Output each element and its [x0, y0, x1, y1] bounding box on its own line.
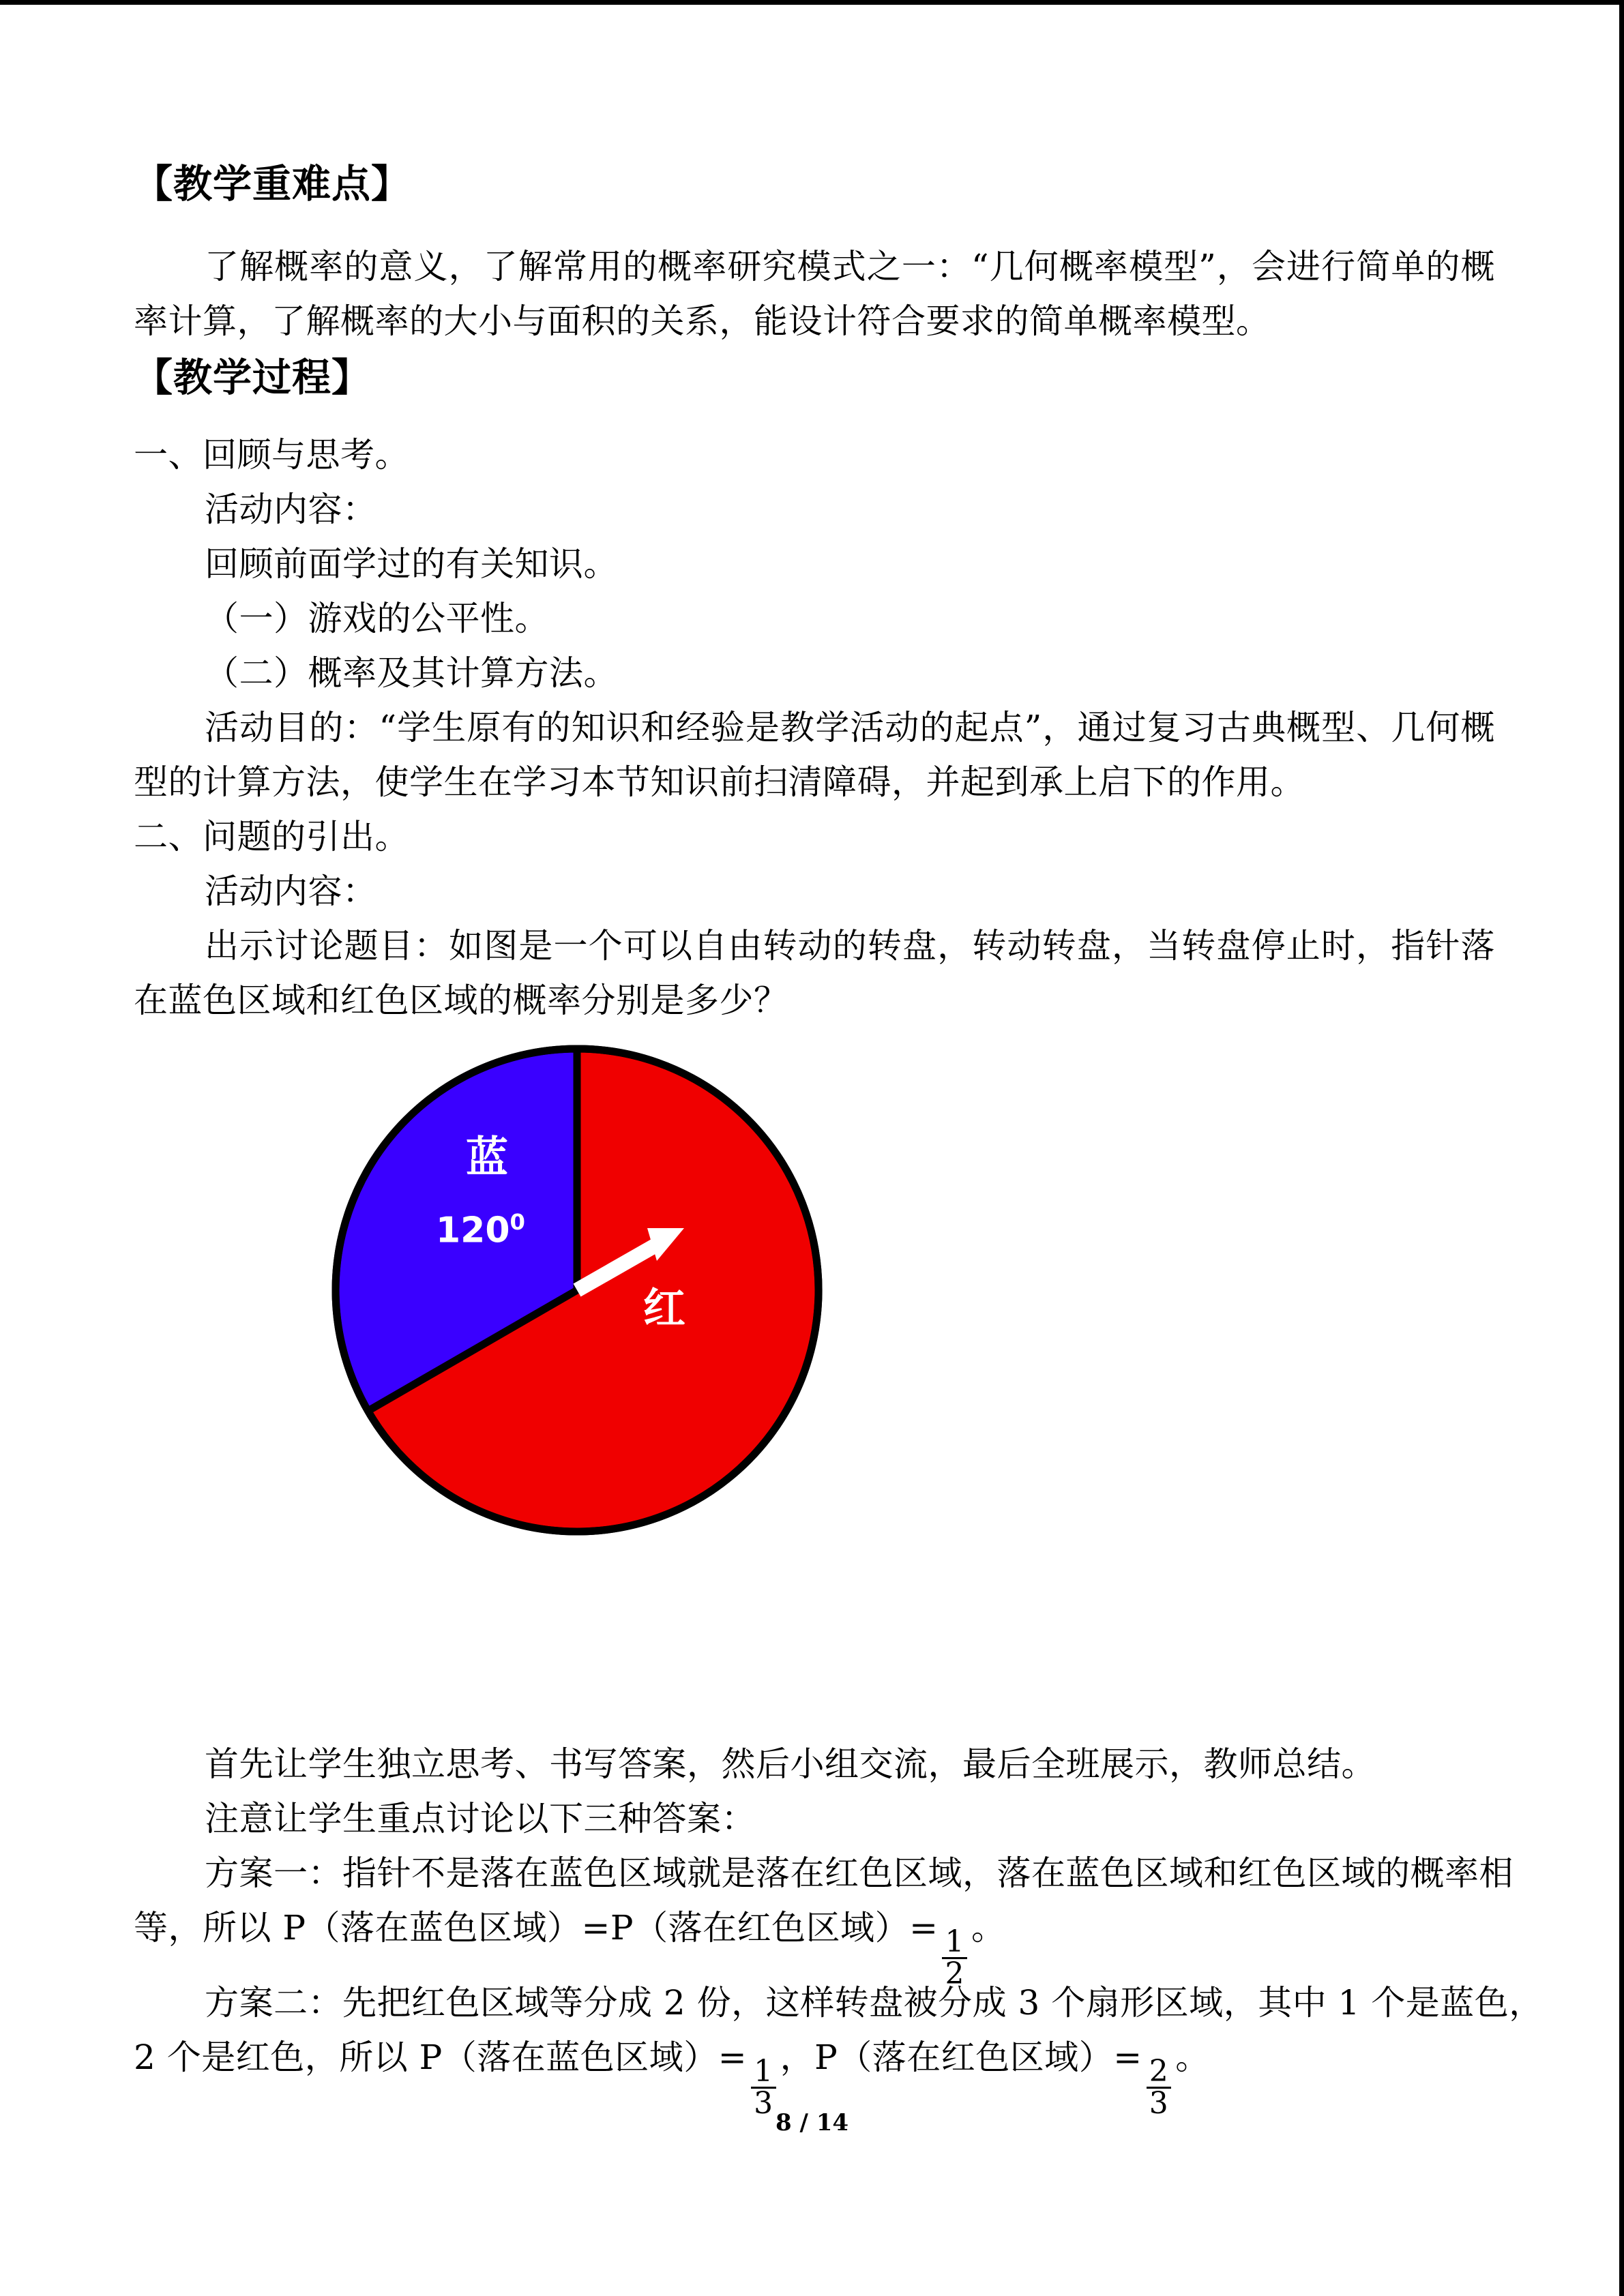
section-one-line-1: 回顾前面学过的有关知识。 — [205, 544, 618, 584]
plan-two-text-b: ，P（落在红色区域）= — [780, 2038, 1142, 2077]
spinner-svg — [329, 1043, 825, 1538]
section-one-line-2: （一）游戏的公平性。 — [205, 599, 549, 638]
section-one-activity-label: 活动内容： — [205, 490, 377, 529]
section-one-purpose: 活动目的：“学生原有的知识和经验是教学活动的起点”，通过复习古典概型、几何概型的计算方法，使学生在学习本节知识前扫清障碍，并起到承上启下的作用。 — [134, 708, 1495, 802]
section-two-title: 二、问题的引出。 — [134, 817, 409, 856]
section-one-line-3: （二）概率及其计算方法。 — [205, 653, 618, 693]
spinner-figure — [134, 1028, 1495, 1546]
page-number: 8 / 14 — [775, 2109, 849, 2136]
after-figure-line-2: 注意让学生重点讨论以下三种答案： — [205, 1799, 756, 1838]
fraction-denominator: 3 — [751, 2087, 776, 2119]
plan-one-text: 等，所以 P（落在蓝色区域）=P（落在红色区域）= — [134, 1908, 939, 1948]
angle-value: 120 — [436, 1210, 510, 1251]
section-one-title: 一、回顾与思考。 — [134, 435, 409, 475]
fraction-numerator: 1 — [754, 2054, 773, 2089]
fraction-denominator: 2 — [942, 1957, 967, 1989]
angle-degree-symbol: 0 — [510, 1209, 525, 1235]
plan-one-period: 。 — [971, 1908, 1006, 1948]
fraction-denominator: 3 — [1147, 2087, 1172, 2119]
plan-two-line-1: 方案二：先把红色区域等分成 2 份，这样转盘被分成 3 个扇形区域，其中 1 个是蓝色， — [205, 1983, 1544, 2023]
plan-two-text-a: 2 个是红色，所以 P（落在蓝色区域）= — [134, 2038, 748, 2077]
fraction-numerator: 2 — [1149, 2054, 1169, 2089]
plan-two-line-2 — [134, 2030, 1495, 2119]
section-two-activity-label: 活动内容： — [205, 871, 377, 911]
spinner-wheel — [329, 1043, 825, 1538]
spinner-label-red: 红 — [643, 1283, 686, 1333]
fraction-numerator: 1 — [945, 1924, 964, 1960]
paragraph-key-points-body: 了解概率的意义，了解常用的概率研究模式之一：“几何概率模型”，会进行简单的概率计算，了解概率的大小与面积的关系，能设计符合要求的简单概率模型。 — [134, 247, 1495, 341]
after-figure-line-1: 首先让学生独立思考、书写答案，然后小组交流，最后全班展示，教师总结。 — [205, 1744, 1376, 1784]
page-content — [134, 5, 1544, 2121]
section-two-question: 出示讨论题目：如图是一个可以自由转动的转盘，转动转盘，当转盘停止时，指针落在蓝色区域和红色区域的概率分别是多少？ — [134, 926, 1495, 1020]
heading-key-points: 【教学重难点】 — [134, 161, 411, 207]
plan-one-line-1: 方案一：指针不是落在蓝色区域就是落在红色区域，落在蓝色区域和红色区域的概率相 — [205, 1853, 1514, 1893]
plan-two-period: 。 — [1175, 2038, 1210, 2077]
spinner-label-blue: 蓝 — [466, 1132, 509, 1182]
heading-teaching-process: 【教学过程】 — [134, 355, 371, 400]
